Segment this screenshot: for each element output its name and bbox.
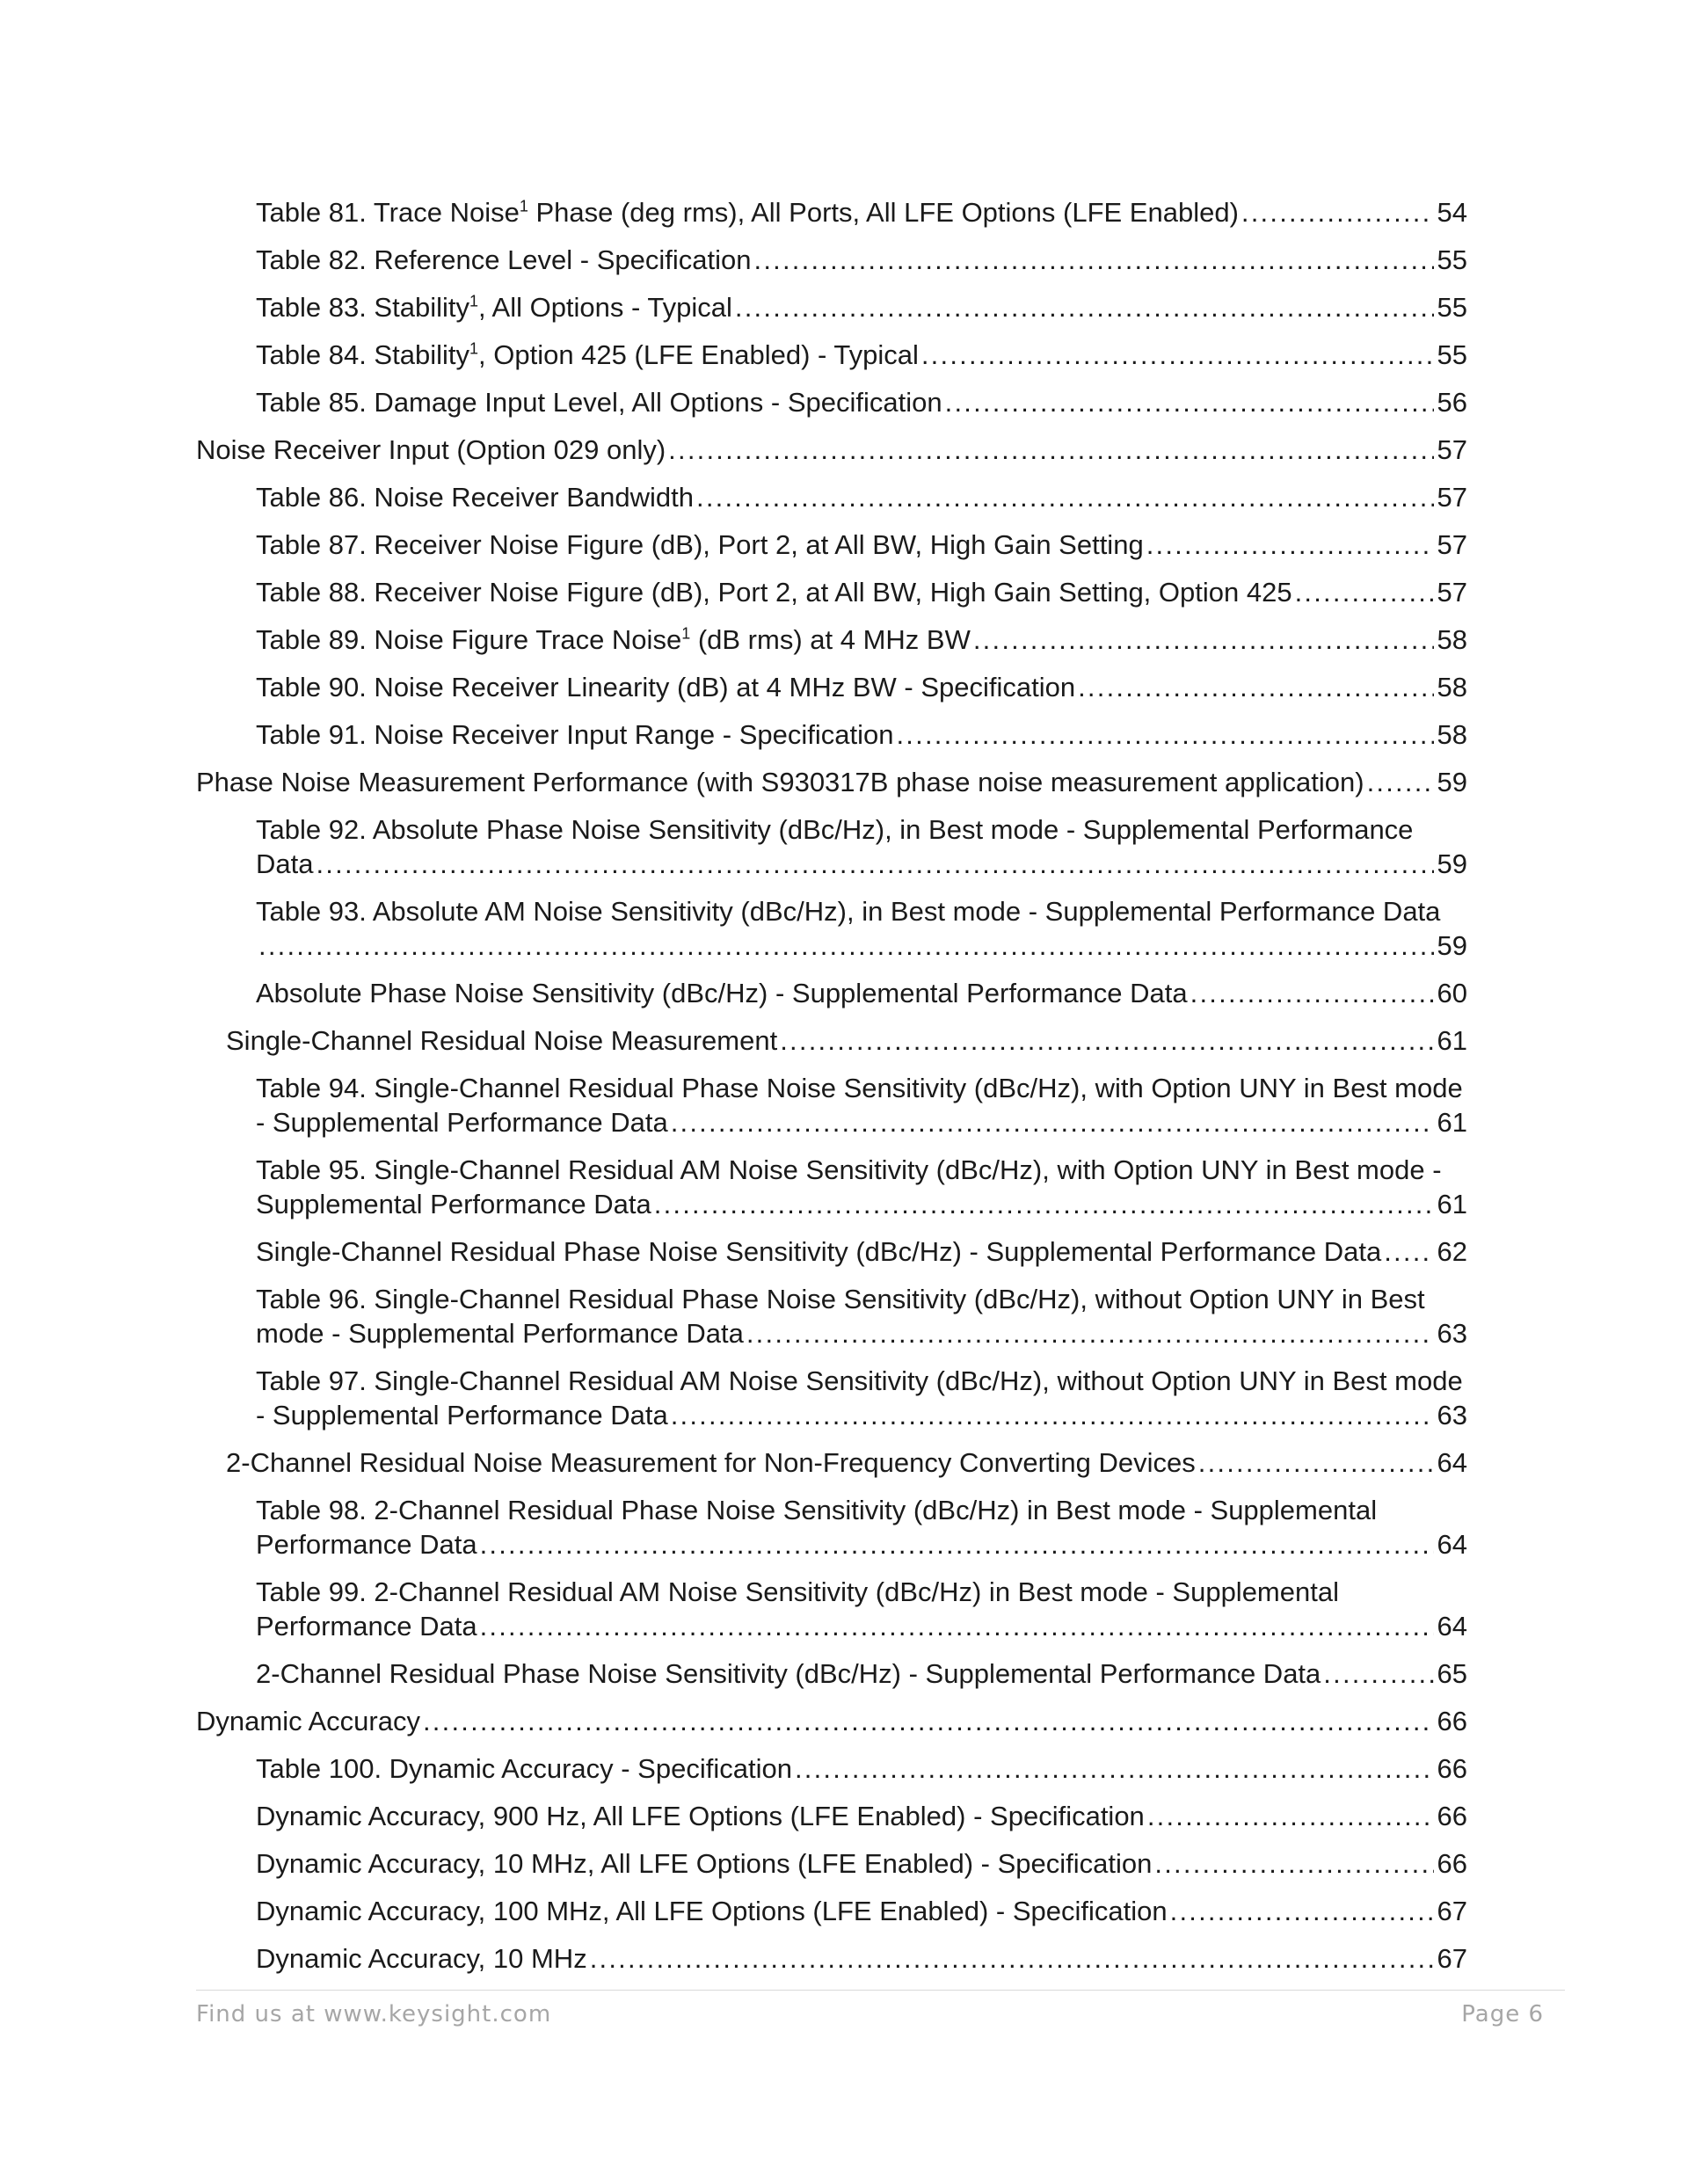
toc-entry-page-number: 59: [1437, 767, 1467, 797]
toc-entry-title-text: Single-Channel Residual Phase Noise Sensitivity (dBc/Hz) - Supplemental Performance Data: [256, 1236, 1382, 1267]
toc-entry-title-text: - Supplemental Performance Data: [256, 1107, 668, 1138]
toc-entry[interactable]: [0, 1575, 1467, 1643]
footer-page-number: Page 6: [1461, 2001, 1544, 2027]
dot-leader: [1198, 1445, 1434, 1480]
toc-entry-title-line: Table 98. 2-Channel Residual Phase Noise Sensitivity (dBc/Hz) in Best mode - Supplemental: [256, 1495, 1378, 1525]
toc-entry-title-text: Dynamic Accuracy, 10 MHz, All LFE Options (LFE Enabled) - Specification: [256, 1848, 1153, 1879]
toc-entry[interactable]: [0, 1493, 1467, 1562]
toc-entry-title-text: Table 85. Damage Input Level, All Options - Specification: [256, 387, 942, 418]
dot-leader: [795, 1751, 1434, 1786]
toc-entry-title-line: Table 96. Single-Channel Residual Phase Noise Sensitivity (dBc/Hz), without Option UNY in Best: [256, 1284, 1425, 1314]
toc-entry-title-text: 2-Channel Residual Phase Noise Sensitivity (dBc/Hz) - Supplemental Performance Data: [256, 1658, 1321, 1689]
dot-leader: [1147, 1799, 1434, 1833]
toc-entry-page-number: 67: [1437, 1943, 1467, 1974]
toc-entry-title: [256, 480, 694, 514]
toc-entry[interactable]: [0, 1751, 1467, 1786]
toc-entry[interactable]: [0, 1894, 1467, 1928]
toc-entry-page-number: 66: [1437, 1848, 1467, 1879]
toc-entry[interactable]: [0, 1799, 1467, 1833]
toc-entry-page-number: 61: [1437, 1107, 1467, 1138]
dot-leader: [1295, 575, 1434, 609]
toc-entry-title: [256, 1751, 792, 1786]
footer-website[interactable]: Find us at www.keysight.com: [196, 2001, 552, 2027]
dot-leader: [754, 243, 1434, 277]
toc-entry-title: [196, 765, 1364, 799]
toc-entry-title: [256, 1941, 587, 1976]
toc-entry[interactable]: [0, 480, 1467, 514]
toc-entry-title: [256, 1799, 1145, 1833]
toc-entry-title-text: Table 83. Stability: [256, 292, 469, 323]
toc-entry-title: [256, 243, 752, 277]
toc-entry-page-number: 58: [1437, 719, 1467, 750]
toc-entry[interactable]: [0, 765, 1467, 799]
dot-leader: [1170, 1894, 1434, 1928]
toc-entry-page-number: 61: [1437, 1025, 1467, 1056]
footnote-marker: 1: [681, 624, 691, 643]
dot-leader: [945, 385, 1434, 419]
toc-entry-title-text: Performance Data: [256, 1529, 477, 1560]
toc-entry[interactable]: [0, 1364, 1467, 1432]
toc-entry-page-number: 58: [1437, 624, 1467, 655]
toc-entry-title-text: , Option 425 (LFE Enabled) - Typical: [478, 339, 919, 370]
toc-entry-title-line: Table 93. Absolute AM Noise Sensitivity (dBc/Hz), in Best mode - Supplemental Performance Data: [256, 896, 1441, 927]
dot-leader: [1078, 670, 1433, 704]
toc-entry-title: [256, 1894, 1168, 1928]
toc-entry-title-text: Table 86. Noise Receiver Bandwidth: [256, 482, 694, 513]
toc-entry-title-line: Table 95. Single-Channel Residual AM Noise Sensitivity (dBc/Hz), with Option UNY in Best mode -: [256, 1154, 1442, 1185]
toc-entry-title-text: Single-Channel Residual Noise Measurement: [226, 1025, 778, 1056]
toc-entry[interactable]: [0, 1282, 1467, 1350]
toc-entry-title: [226, 1023, 777, 1058]
toc-entry-title: [256, 1105, 668, 1139]
toc-entry-title: [196, 433, 666, 467]
toc-entry-page-number: 60: [1437, 978, 1467, 1008]
toc-entry-title: [256, 195, 1239, 229]
toc-entry-title: [256, 1316, 744, 1350]
toc-entry[interactable]: [0, 1234, 1467, 1269]
toc-entry-title: [256, 847, 313, 881]
toc-entry-page-number: 55: [1437, 244, 1467, 275]
toc-entry-page-number: 61: [1437, 1189, 1467, 1219]
toc-entry-title-text: Table 87. Receiver Noise Figure (dB), Port 2, at All BW, High Gain Setting: [256, 529, 1144, 560]
footnote-marker: 1: [519, 197, 528, 215]
toc-entry-title-line: Table 99. 2-Channel Residual AM Noise Sensitivity (dBc/Hz) in Best mode - Supplemental: [256, 1576, 1339, 1607]
toc-entry-title-text: Absolute Phase Noise Sensitivity (dBc/Hz) - Supplemental Performance Data: [256, 978, 1188, 1008]
toc-entry-page-number: 55: [1437, 292, 1467, 323]
dot-leader: [746, 1316, 1434, 1350]
toc-entry-title: [256, 1187, 651, 1221]
dot-leader: [654, 1187, 1434, 1221]
toc-entry-title-text: Dynamic Accuracy, 900 Hz, All LFE Options (LFE Enabled) - Specification: [256, 1801, 1145, 1831]
toc-entry[interactable]: [0, 195, 1467, 229]
dot-leader: [1384, 1234, 1433, 1269]
dot-leader: [1241, 195, 1434, 229]
toc-entry[interactable]: [0, 1656, 1467, 1691]
toc-entry-title: [256, 1656, 1321, 1691]
dot-leader: [423, 1704, 1434, 1738]
toc-entry-page-number: 66: [1437, 1801, 1467, 1831]
toc-entry-page-number: 59: [1437, 848, 1467, 879]
dot-leader: [671, 1105, 1434, 1139]
toc-entry-title-text: Noise Receiver Input (Option 029 only): [196, 434, 666, 465]
toc-entry[interactable]: [0, 1071, 1467, 1139]
dot-leader: [1146, 528, 1434, 562]
toc-entry-page-number: 66: [1437, 1753, 1467, 1784]
toc-entry-title-text: Table 82. Reference Level - Specification: [256, 244, 752, 275]
toc-entry[interactable]: [0, 1846, 1467, 1881]
toc-entry-title-text: Table 84. Stability: [256, 339, 469, 370]
dot-leader: [258, 928, 1434, 963]
toc-entry-page-number: 58: [1437, 672, 1467, 703]
toc-entry[interactable]: [0, 1941, 1467, 1976]
toc-entry-title: [256, 622, 971, 657]
toc-entry-title-line: Table 97. Single-Channel Residual AM Noise Sensitivity (dBc/Hz), without Option UNY in Best mode: [256, 1365, 1463, 1396]
dot-leader: [896, 717, 1433, 752]
toc-entry-title: [256, 976, 1188, 1010]
toc-entry-title-text: Dynamic Accuracy, 100 MHz, All LFE Options (LFE Enabled) - Specification: [256, 1896, 1168, 1926]
toc-entry[interactable]: [0, 670, 1467, 704]
toc-entry-page-number: 62: [1437, 1236, 1467, 1267]
toc-entry-page-number: 65: [1437, 1658, 1467, 1689]
toc-entry-title-text: Table 90. Noise Receiver Linearity (dB) at 4 MHz BW - Specification: [256, 672, 1076, 703]
toc-entry-title-text: Data: [256, 848, 314, 879]
toc-entry-page-number: 57: [1437, 482, 1467, 513]
toc-entry-title: [226, 1445, 1196, 1480]
toc-entry-page-number: 56: [1437, 387, 1467, 418]
dot-leader: [780, 1023, 1433, 1058]
toc-entry-title: [256, 338, 919, 372]
dot-leader: [1367, 765, 1434, 799]
dot-leader: [590, 1941, 1434, 1976]
toc-entry[interactable]: [0, 243, 1467, 277]
toc-entry[interactable]: [0, 385, 1467, 419]
toc-entry-page-number: 57: [1437, 529, 1467, 560]
toc-entry-page-number: 66: [1437, 1706, 1467, 1736]
toc-entry-title-text: Phase Noise Measurement Performance (with S930317B phase noise measurement application): [196, 767, 1364, 797]
footer-divider: [196, 1990, 1565, 1991]
toc-entry-title-text: Supplemental Performance Data: [256, 1189, 651, 1219]
toc-entry-title-line: Table 94. Single-Channel Residual Phase Noise Sensitivity (dBc/Hz), with Option UNY in Best mode: [256, 1073, 1463, 1103]
dot-leader: [1154, 1846, 1433, 1881]
toc-entry-title-text: - Supplemental Performance Data: [256, 1400, 668, 1431]
toc-entry[interactable]: [0, 1153, 1467, 1221]
toc-entry-title-text: Table 91. Noise Receiver Input Range - Specification: [256, 719, 894, 750]
toc-entry-page-number: 64: [1437, 1529, 1467, 1560]
toc-entry-title-text: Dynamic Accuracy: [196, 1706, 420, 1736]
dot-leader: [921, 338, 1434, 372]
toc-entry-title: [256, 1846, 1152, 1881]
toc-entry-title-text: Performance Data: [256, 1611, 477, 1642]
toc-entry-title: [256, 575, 1292, 609]
toc-entry[interactable]: [0, 338, 1467, 372]
toc-entry-title-text: Phase (deg rms), All Ports, All LFE Options (LFE Enabled): [528, 197, 1239, 228]
toc-entry-page-number: 57: [1437, 577, 1467, 608]
dot-leader: [696, 480, 1434, 514]
dot-leader: [671, 1398, 1434, 1432]
toc-entry-title-text: Table 81. Trace Noise: [256, 197, 520, 228]
toc-entry-title-text: (dB rms) at 4 MHz BW: [690, 624, 971, 655]
toc-entry-title-text: 2-Channel Residual Noise Measurement for Non-Frequency Converting Devices: [226, 1447, 1196, 1478]
dot-leader: [480, 1527, 1434, 1562]
toc-entry-title: [256, 290, 732, 324]
toc-entry-title-text: Table 100. Dynamic Accuracy - Specification: [256, 1753, 792, 1784]
dot-leader: [1190, 976, 1434, 1010]
toc-entry-page-number: 64: [1437, 1447, 1467, 1478]
toc-entry-page-number: 63: [1437, 1318, 1467, 1349]
dot-leader: [735, 290, 1434, 324]
footnote-marker: 1: [469, 339, 478, 358]
toc-entry-page-number: 64: [1437, 1611, 1467, 1642]
toc-entry[interactable]: [0, 976, 1467, 1010]
dot-leader: [316, 847, 1433, 881]
toc-entry-title: [256, 528, 1144, 562]
toc-entry[interactable]: [0, 717, 1467, 752]
toc-entry-title-text: , All Options - Typical: [478, 292, 732, 323]
toc-entry[interactable]: [0, 528, 1467, 562]
toc-entry-title: [256, 1609, 477, 1643]
toc-entry-title: [256, 1527, 477, 1562]
dot-leader: [668, 433, 1433, 467]
toc-entry[interactable]: [0, 433, 1467, 467]
toc-entry-title: [256, 1398, 668, 1432]
toc-entry-page-number: 54: [1437, 197, 1467, 228]
toc-entry[interactable]: [0, 575, 1467, 609]
dot-leader: [480, 1609, 1434, 1643]
dot-leader: [1323, 1656, 1433, 1691]
toc-entry-title-text: mode - Supplemental Performance Data: [256, 1318, 744, 1349]
toc-entry-title-text: Dynamic Accuracy, 10 MHz: [256, 1943, 587, 1974]
toc-entry-page-number: 63: [1437, 1400, 1467, 1431]
toc-entry-page-number: 59: [1437, 930, 1467, 961]
toc-entry[interactable]: [0, 622, 1467, 657]
toc-entry[interactable]: [0, 1023, 1467, 1058]
footnote-marker: 1: [469, 292, 478, 310]
toc-entry[interactable]: [0, 290, 1467, 324]
toc-entry-title: [256, 670, 1075, 704]
toc-entry[interactable]: [0, 1445, 1467, 1480]
table-of-contents: [0, 195, 1688, 1989]
toc-entry-title-line: Table 92. Absolute Phase Noise Sensitivity (dBc/Hz), in Best mode - Supplemental Performance: [256, 814, 1414, 845]
toc-entry[interactable]: [0, 812, 1467, 881]
toc-entry-title: [256, 1234, 1381, 1269]
toc-entry-page-number: 55: [1437, 339, 1467, 370]
toc-entry[interactable]: [0, 894, 1467, 963]
toc-entry-title-text: Table 88. Receiver Noise Figure (dB), Port 2, at All BW, High Gain Setting, Option 425: [256, 577, 1292, 608]
toc-entry[interactable]: [0, 1704, 1467, 1738]
toc-entry-title: [256, 717, 893, 752]
toc-entry-title: [256, 385, 942, 419]
toc-entry-title: [196, 1704, 420, 1738]
dot-leader: [973, 622, 1434, 657]
toc-entry-title-text: Table 89. Noise Figure Trace Noise: [256, 624, 682, 655]
toc-entry-page-number: 57: [1437, 434, 1467, 465]
toc-entry-page-number: 67: [1437, 1896, 1467, 1926]
